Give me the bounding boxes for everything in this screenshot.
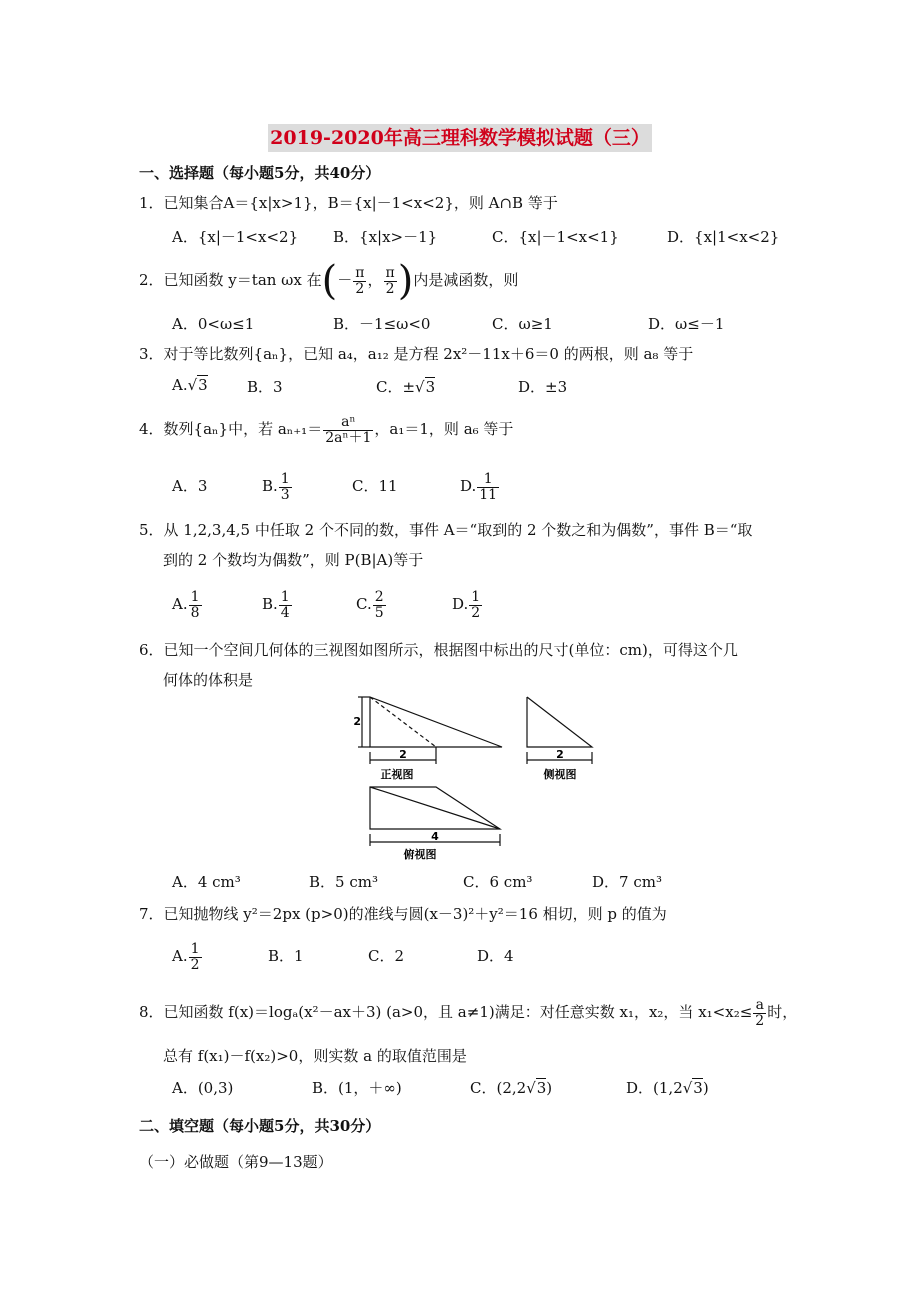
q4-option-d-num: 1 (477, 472, 499, 488)
question-7: 7．已知抛物线 y²＝2px (p>0)的准线与圆(x－3)²＋y²＝16 相切，则 p 的值为 (139, 905, 667, 923)
question-2 (139, 258, 518, 302)
question-4 (139, 406, 513, 452)
side-view-label: 侧视图 (543, 768, 577, 781)
q4-option-b-den: 3 (280, 486, 290, 503)
q6-option-d: D．7 cm³ (592, 873, 662, 891)
q5-option-a-label: A. (172, 595, 188, 613)
question-3: 3．对于等比数列{aₙ}，已知 a₄，a₁₂ 是方程 2x²－11x＋6＝0 的两根，则 a₈ 等于 (139, 345, 694, 363)
q5-option-b-label: B. (262, 595, 278, 613)
q7-option-d: D．4 (477, 947, 514, 965)
q8-frac-den: 2 (755, 1012, 765, 1029)
section-choice-heading: 一、选择题（每小题5分，共40分） (139, 164, 381, 182)
q3-root-a: √ (187, 376, 198, 394)
q8-root-d: √ (682, 1079, 693, 1097)
q1-option-c: C．{x|－1<x<1} (492, 228, 619, 246)
q4-stem-post: ，a₁＝1，则 a₆ 等于 (374, 420, 514, 438)
q5-option-b (262, 582, 293, 626)
q5-option-c (356, 582, 387, 626)
q5-option-a-frac (189, 590, 202, 620)
q5-option-d-label: D. (452, 595, 469, 613)
section-fill-heading: 二、填空题（每小题5分，共30分） (139, 1117, 381, 1135)
q2-option-c: C．ω≥1 (492, 315, 553, 333)
q4-option-d (460, 464, 500, 508)
q2-option-b: B．－1≤ω<0 (333, 315, 431, 333)
q5-option-c-frac (373, 590, 386, 620)
q6-option-a: A．4 cm³ (172, 873, 241, 891)
q5-option-b-frac (279, 590, 292, 620)
q4-frac-den: 2aⁿ＋1 (325, 429, 372, 446)
page-title: 2019-2020年高三理科数学模拟试题（三） (268, 124, 652, 152)
q1-set-a: A＝{x|x>1} (223, 194, 313, 212)
q7-option-a-label: A. (172, 947, 188, 965)
q4-option-a: A．3 (172, 477, 208, 495)
q8-fraction (753, 998, 766, 1028)
q2-stem-pre: 2．已知函数 y＝tan ωx 在 (139, 271, 322, 289)
q2-frac-2-num: π (385, 264, 395, 281)
q3-option-b: B．3 (247, 378, 283, 396)
q2-option-d: D．ω≤－1 (648, 315, 725, 333)
side-view-outline (527, 697, 592, 747)
q8-root-c: √ (526, 1079, 536, 1097)
q8-option-a: A．(0,3) (172, 1079, 234, 1097)
q1-option-a: A．{x|－1<x<2} (172, 228, 299, 246)
q3-option-d: D．±3 (518, 378, 568, 396)
question-5-line-1: 5．从 1,2,3,4,5 中任取 2 个不同的数，事件 A＝“取到的 2 个数之和为偶数”，事件 B＝“取 (139, 521, 753, 539)
q3-option-c (376, 376, 435, 397)
q7-option-b: B．1 (268, 947, 304, 965)
question-5-line-2: 到的 2 个数均为偶数”，则 P(B|A)等于 (163, 551, 424, 569)
front-view (358, 697, 502, 764)
q6-option-c: C．6 cm³ (463, 873, 533, 891)
q2-frac-1-den: 2 (355, 280, 365, 297)
front-view-outline (370, 697, 502, 747)
q3-option-a (172, 376, 208, 394)
q8-stem-pre: 8．已知函数 f(x)＝logₐ(x²－ax＋3) (a>0，且 a≠1)满足：对任意实数 x₁，x₂，当 x₁<x₂≤ (139, 1003, 753, 1021)
q6-option-b: B．5 cm³ (309, 873, 378, 891)
q8-option-b: B．(1，＋∞) (312, 1079, 402, 1097)
q5-option-a (172, 582, 203, 626)
q8-option-d (626, 1077, 709, 1098)
front-view-label: 正视图 (380, 768, 414, 781)
q4-option-d-den: 11 (479, 486, 498, 503)
q3-root-c: √ (415, 378, 425, 396)
q8-root-c-value: 3 (536, 1079, 547, 1097)
q2-comma: ， (367, 271, 383, 289)
question-8-line-1 (139, 990, 797, 1034)
q7-option-a-frac (189, 942, 202, 972)
q5-option-d-frac (469, 590, 482, 620)
q5-option-c-den: 5 (374, 604, 384, 621)
q2-frac-1 (353, 266, 366, 296)
q1-option-b: B．{x|x>－1} (333, 228, 438, 246)
q2-frac-1-num: π (355, 264, 365, 281)
q5-option-b-den: 4 (280, 604, 290, 621)
q2-right-paren: ) (397, 258, 414, 304)
q2-stem-post: 内是减函数，则 (413, 271, 519, 289)
front-view-height-label: 2 (353, 715, 361, 728)
q5-option-d (452, 582, 483, 626)
q5-option-d-den: 2 (471, 604, 481, 621)
q5-option-a-den: 8 (190, 604, 200, 621)
top-view-label: 俯视图 (403, 848, 437, 861)
q1-stem-pre: 1．已知集合 (139, 194, 224, 212)
q5-option-b-num: 1 (280, 588, 290, 605)
q7-option-c: C．2 (368, 947, 405, 965)
q1-set-b: ，B＝{x|－1<x<2} (312, 194, 454, 212)
q7-option-a (172, 934, 203, 978)
three-view-figure (340, 690, 610, 862)
q3-option-a-label: A. (172, 376, 188, 394)
q5-option-c-num: 2 (374, 588, 384, 605)
q8-option-c-label: C．(2,2 (470, 1079, 527, 1097)
q2-neg: － (337, 271, 353, 289)
q4-option-d-frac (477, 472, 499, 502)
q4-frac-num: aⁿ (323, 415, 373, 431)
top-view-diagonal (370, 787, 500, 829)
q4-option-b-label: B. (262, 477, 278, 495)
q2-left-paren: ( (321, 258, 338, 304)
q4-option-d-label: D. (460, 477, 477, 495)
q7-option-a-num: 1 (190, 940, 200, 957)
q4-option-b-frac (279, 472, 292, 502)
q4-stem-pre: 4．数列{aₙ}中，若 aₙ₊₁＝ (139, 420, 323, 438)
q4-fraction (323, 415, 373, 445)
q8-option-c-close: ) (546, 1079, 553, 1097)
q3-root-a-value: 3 (198, 376, 208, 394)
q8-option-d-label: D．(1,2 (626, 1079, 683, 1097)
q8-option-d-close: ) (702, 1079, 709, 1097)
q1-option-d: D．{x|1<x<2} (667, 228, 780, 246)
q3-root-c-value: 3 (425, 378, 436, 396)
subsection-required: （一）必做题（第9—13题） (139, 1153, 333, 1171)
q8-root-d-value: 3 (693, 1079, 703, 1097)
q4-option-b-num: 1 (280, 470, 290, 487)
question-6-line-1: 6．已知一个空间几何体的三视图如图所示，根据图中标出的尺寸(单位：cm)，可得这个几 (139, 641, 738, 659)
q2-frac-2-den: 2 (385, 280, 395, 297)
question-6-line-2: 何体的体积是 (163, 671, 254, 689)
q3-option-c-label: C．± (376, 378, 416, 396)
q4-option-c: C．11 (352, 477, 398, 495)
q5-option-c-label: C. (356, 595, 372, 613)
q2-option-a: A．0<ω≤1 (172, 315, 255, 333)
q7-option-a-den: 2 (190, 956, 200, 973)
q8-frac-num: a (753, 998, 766, 1014)
q8-option-c (470, 1077, 552, 1098)
question-8-line-2: 总有 f(x₁)－f(x₂)>0，则实数 a 的取值范围是 (163, 1047, 467, 1065)
q1-stem-post: ，则 A∩B 等于 (453, 194, 558, 212)
q8-stem-post: 时， (767, 1003, 798, 1021)
q5-option-d-num: 1 (471, 588, 481, 605)
front-view-hidden-edge (370, 697, 436, 747)
top-view-width-label: 4 (431, 830, 439, 843)
q2-frac-2 (384, 266, 397, 296)
question-1 (139, 192, 558, 213)
front-view-width-label: 2 (399, 748, 407, 761)
q4-option-b (262, 464, 293, 508)
q5-option-a-num: 1 (190, 588, 200, 605)
side-view-width-label: 2 (556, 748, 564, 761)
